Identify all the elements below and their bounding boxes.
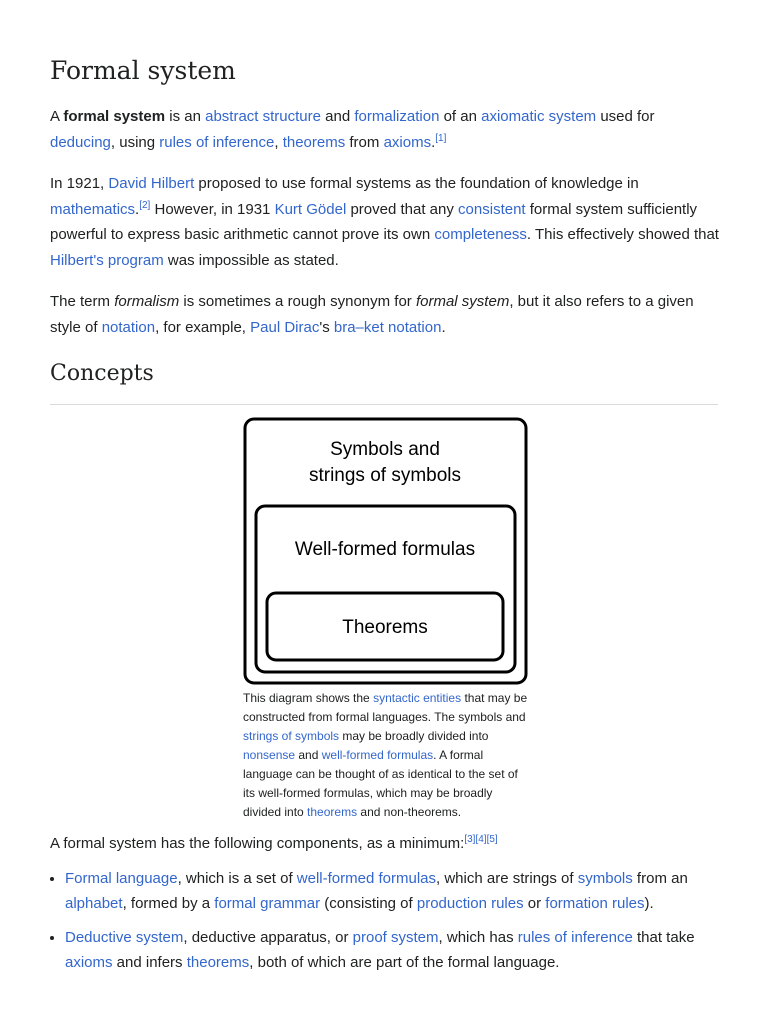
link-rules-of-inference-list[interactable]: rules of inference <box>517 929 633 946</box>
figure-caption: This diagram shows the syntactic entities that may be constructed from formal languages. The symbols and strings of symbols may be broadly divided into nonsense and well-formed formulas. A formal language can be thought of as identical to the set of its well-formed formulas, which may be broadly divided into theorems and non-theorems. <box>243 691 528 819</box>
link-rules-of-inference[interactable]: rules of inference <box>159 133 275 151</box>
link-theorems-list[interactable]: theorems <box>186 954 250 971</box>
middle-box-label: Well-formed formulas <box>294 539 476 560</box>
link-formation-rules[interactable]: formation rules <box>545 895 645 912</box>
link-theorems-caption[interactable]: theorems <box>307 805 358 819</box>
inner-box-label: Theorems <box>342 617 428 638</box>
formalism-paragraph: The term formalism is sometimes a rough synonym for formal system, but it also refers to a given style of notation, for example, Paul Dirac's bra–ket notation. <box>50 293 694 336</box>
link-axioms-list[interactable]: axioms <box>65 954 113 971</box>
link-symbols[interactable]: symbols <box>577 870 633 887</box>
link-axioms[interactable]: axioms <box>383 133 432 151</box>
link-strings-of-symbols[interactable]: strings of symbols <box>243 729 340 743</box>
link-consistent[interactable]: consistent <box>458 200 526 218</box>
link-well-formed-formulas-caption[interactable]: well-formed formulas <box>321 748 434 762</box>
link-abstract-structure[interactable]: abstract structure <box>205 108 321 125</box>
nested-sets-diagram <box>243 417 528 685</box>
link-theorems[interactable]: theorems <box>282 133 346 151</box>
link-axiomatic-system[interactable]: axiomatic system <box>481 108 597 125</box>
list-item-formal-language: • Formal language, which is a set of well-formed formulas, which are strings of symbols from an alphabet, formed by a formal grammar (consisting of production rules or formation rules). <box>65 866 735 916</box>
bold-term: formal system <box>63 108 166 125</box>
link-mathematics[interactable]: mathematics <box>50 200 136 218</box>
link-notation[interactable]: notation <box>101 318 156 336</box>
link-david-hilbert[interactable]: David Hilbert <box>108 175 195 192</box>
page-title: Formal system <box>50 56 236 85</box>
link-kurt-godel[interactable]: Kurt Gödel <box>274 200 347 218</box>
citations-3-4-5[interactable]: [3][4][5] <box>464 834 498 845</box>
outer-box-label-line2: strings of symbols <box>308 465 462 486</box>
link-completeness[interactable]: completeness <box>434 226 527 243</box>
link-formal-language[interactable]: Formal language <box>65 870 178 887</box>
intro-paragraph: A formal system is an abstract structure and formalization of an axiomatic system used for deducing, using rules of inference, theorems from axioms.[1] <box>50 108 655 151</box>
link-alphabet[interactable]: alphabet <box>65 895 123 912</box>
link-deductive-system[interactable]: Deductive system <box>65 929 184 946</box>
link-paul-dirac[interactable]: Paul Dirac <box>250 318 320 336</box>
link-formal-grammar[interactable]: formal grammar <box>214 895 321 912</box>
link-syntactic-entities[interactable]: syntactic entities <box>373 691 462 705</box>
outer-box-label-line1: Symbols and <box>330 439 440 460</box>
link-production-rules[interactable]: production rules <box>416 895 524 912</box>
link-proof-system[interactable]: proof system <box>352 929 439 946</box>
link-nonsense[interactable]: nonsense <box>243 748 296 762</box>
link-formalization[interactable]: formalization <box>354 108 440 125</box>
section-heading-concepts: Concepts <box>50 361 154 386</box>
concept-figure <box>243 417 528 822</box>
citation-1[interactable]: [1] <box>435 132 447 144</box>
citation-2[interactable]: [2] <box>139 199 151 211</box>
components-list <box>50 866 735 984</box>
link-hilberts-program[interactable]: Hilbert's program <box>50 251 164 269</box>
link-bra-ket-notation[interactable]: bra–ket notation <box>333 318 442 336</box>
history-paragraph: In 1921, David Hilbert proposed to use formal systems as the foundation of knowledge in mathematics.[2] However, in 1931 Kurt Gödel proved that any consistent formal system sufficiently powerful to express basic arithmetic cannot prove its own completeness. This effectively showed that Hilbert's program was impossible as stated. <box>50 175 719 269</box>
list-item-deductive-system: • Deductive system, deductive apparatus, or proof system, which has rules of inference that take axioms and infers theorems, both of which are part of the formal language. <box>65 925 735 975</box>
link-deducing[interactable]: deducing <box>50 133 111 151</box>
link-well-formed-formulas[interactable]: well-formed formulas <box>296 870 437 887</box>
link-formal-languages[interactable]: formal languages <box>335 710 428 724</box>
section-divider <box>50 404 718 405</box>
components-intro: A formal system has the following components, as a minimum:[3][4][5] <box>50 834 498 852</box>
